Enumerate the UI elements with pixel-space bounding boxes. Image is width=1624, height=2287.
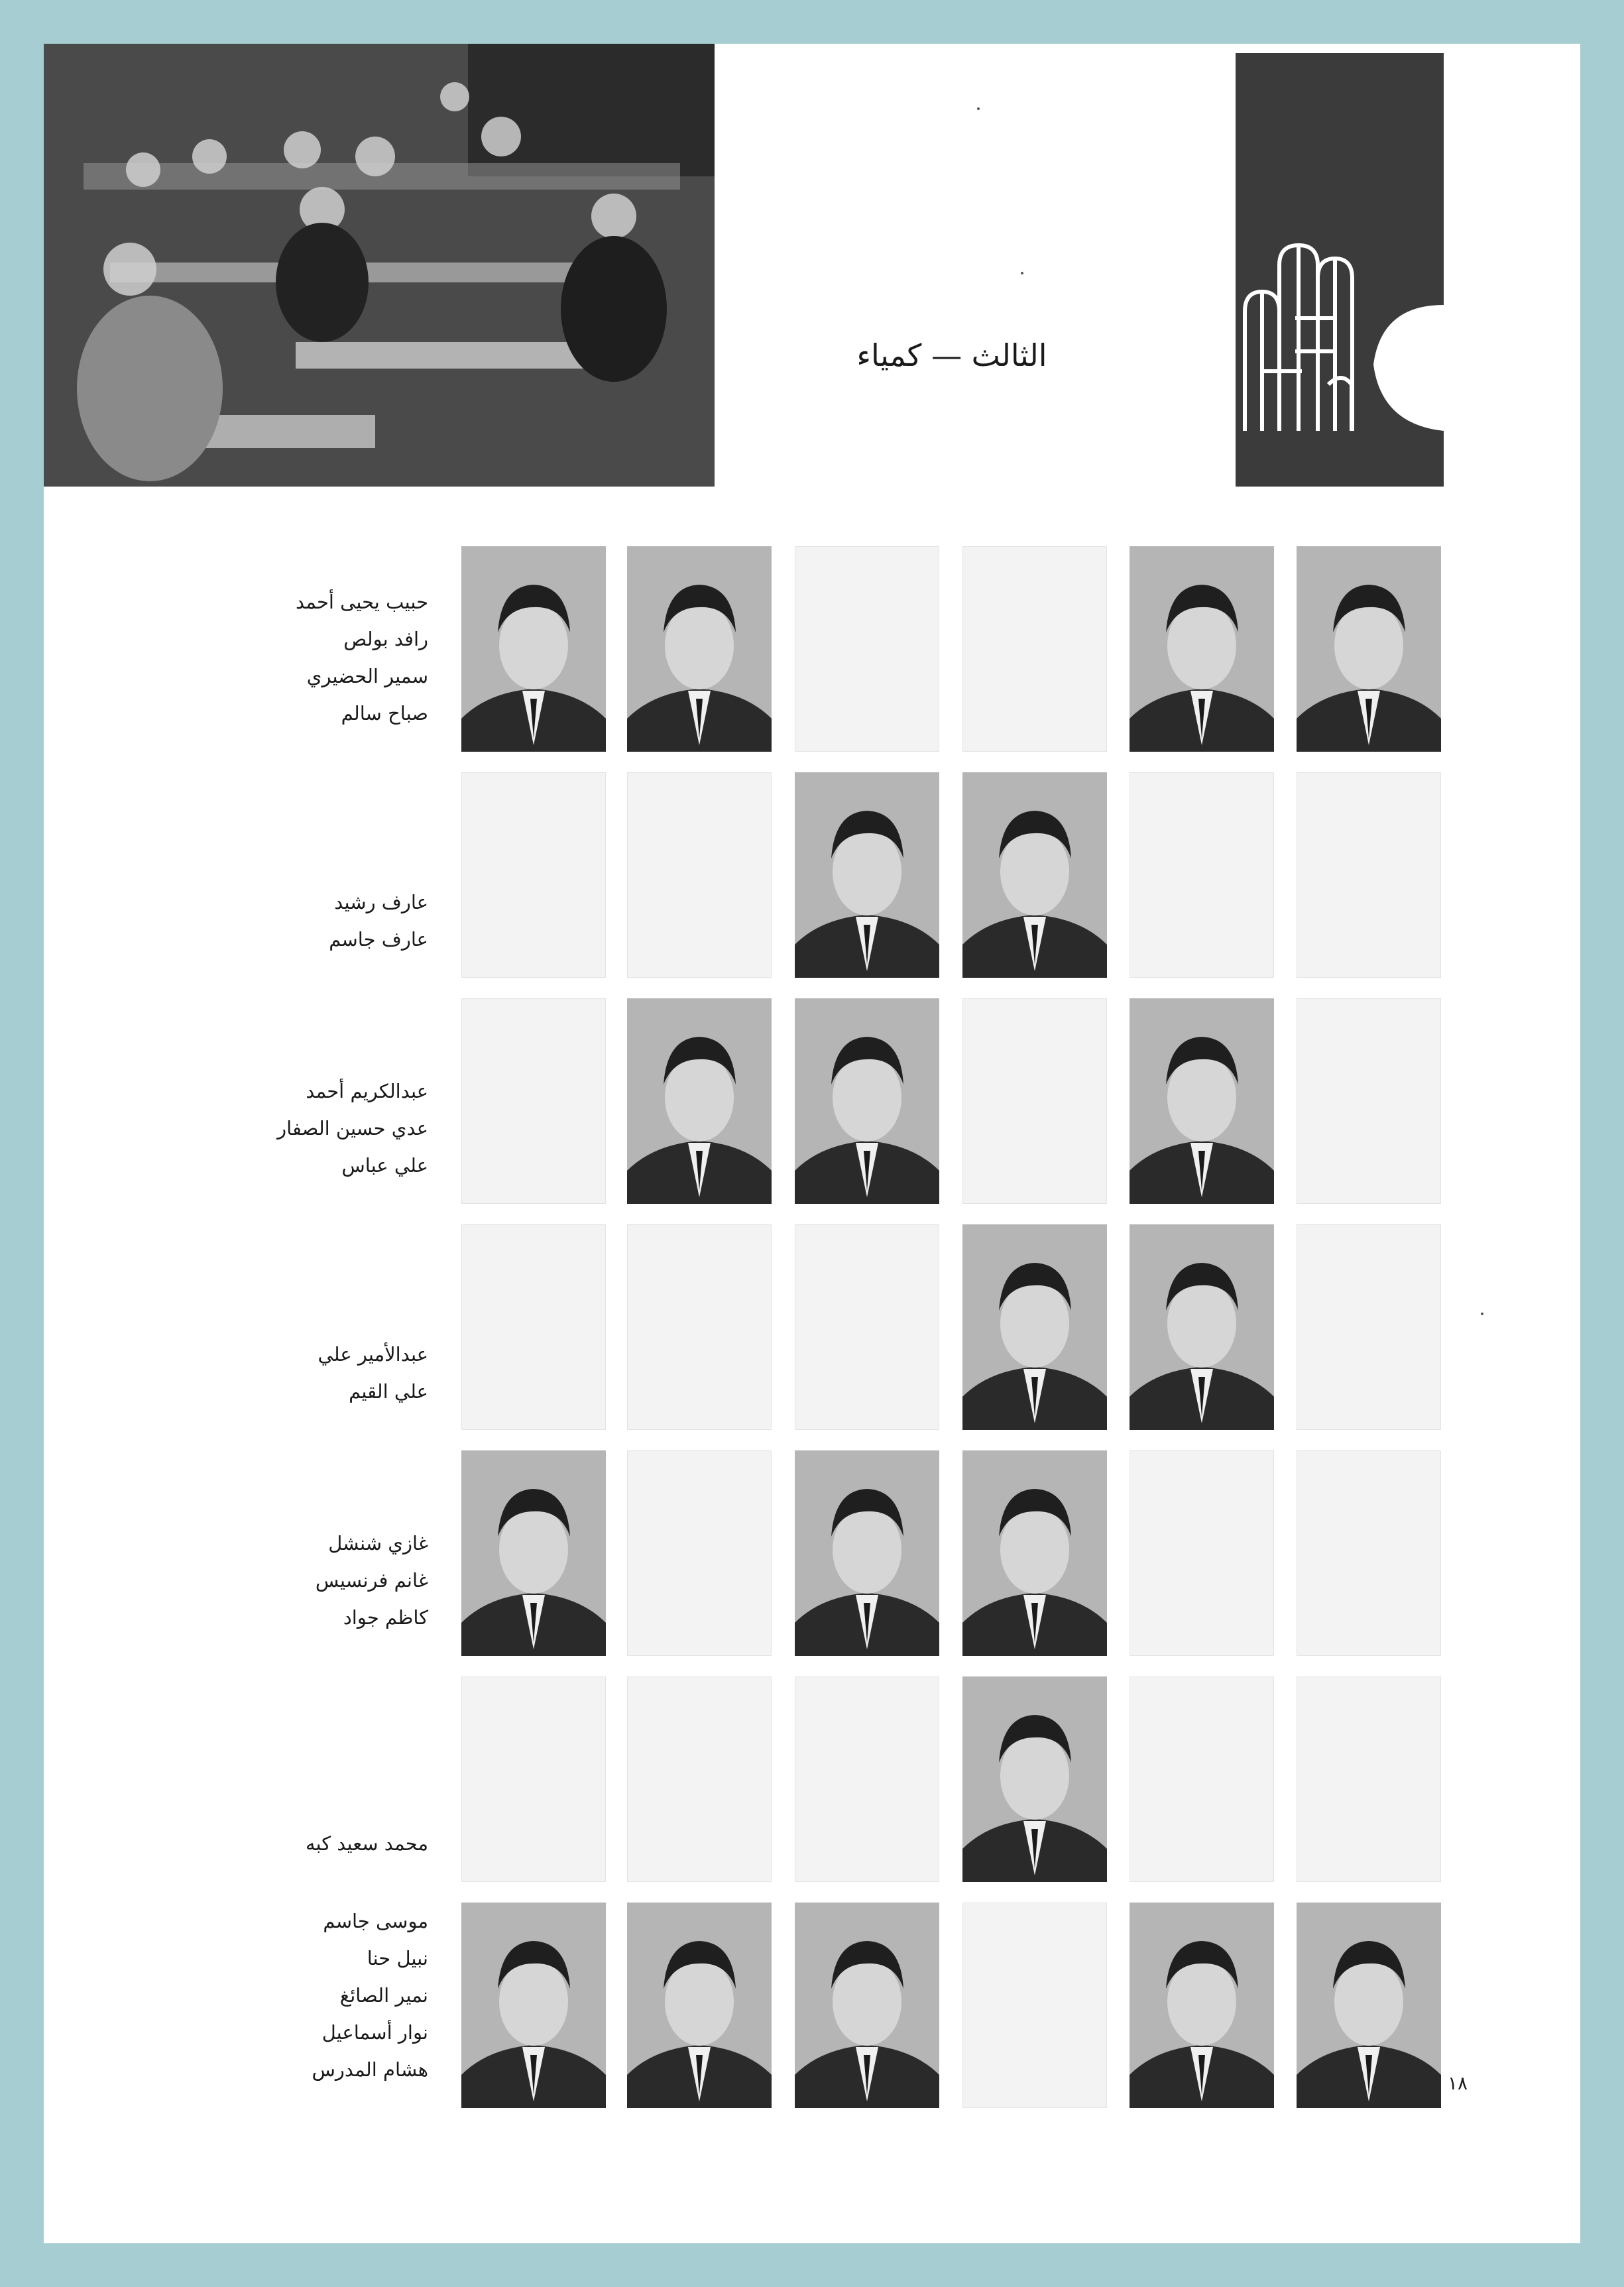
student-names [176,1336,428,1410]
empty-portrait-slot [795,1676,939,1882]
student-name: سمير الحضيري [306,665,428,687]
empty-portrait-slot [962,1903,1107,2108]
student-portrait [461,546,606,752]
student-name: صباح سالم [341,702,428,725]
empty-portrait-slot [962,546,1107,752]
student-name: غانم فرنسيس [315,1569,428,1592]
student-portrait [461,1450,606,1656]
student-names [176,1903,428,2088]
student-name: عبدالكريم أحمد [306,1080,428,1102]
empty-portrait-slot [627,772,772,978]
student-portrait [1130,998,1274,1204]
student-name: نمير الصائغ [339,1984,428,2007]
speck [1481,1313,1483,1315]
student-names [176,583,428,732]
student-name: رافد بولص [343,628,428,650]
empty-portrait-slot [1297,1676,1441,1882]
page-title: الثالث — كمياء [856,337,1047,373]
student-portrait [795,1450,939,1656]
student-portrait [1130,1224,1274,1430]
student-name: نبيل حنا [367,1947,428,1969]
student-names [176,1525,428,1636]
student-name: عارف رشيد [334,891,428,913]
empty-portrait-slot [795,546,939,752]
student-portrait [795,1903,939,2108]
student-portrait [461,1903,606,2108]
student-name: هشام المدرس [312,2058,428,2081]
classroom-photo [44,44,715,487]
speck [977,107,980,110]
empty-portrait-slot [627,1224,772,1430]
student-name: عدي حسين الصفار [277,1117,428,1140]
empty-portrait-slot [1297,772,1441,978]
student-portrait [962,772,1107,978]
student-name: موسى جاسم [323,1910,428,1932]
empty-portrait-slot [461,1676,606,1882]
page-number: ١٨ [1448,2072,1468,2094]
student-name: كاظم جواد [343,1606,428,1629]
student-portrait [962,1224,1107,1430]
student-name: علي القيم [349,1380,428,1403]
student-name: غازي شنشل [328,1532,428,1554]
student-portrait [962,1450,1107,1656]
student-portrait [795,772,939,978]
empty-portrait-slot [1130,772,1274,978]
student-name: عبدالأمير علي [318,1343,428,1366]
empty-portrait-slot [461,1224,606,1430]
empty-portrait-slot [962,998,1107,1204]
empty-portrait-slot [627,1450,772,1656]
student-name: علي عباس [341,1154,428,1177]
empty-portrait-slot [627,1676,772,1882]
student-portrait [1130,546,1274,752]
student-portrait [962,1676,1107,1882]
student-names [176,884,428,958]
empty-portrait-slot [1297,1450,1441,1656]
student-name: محمد سعيد كبه [305,1832,428,1855]
empty-portrait-slot [1297,998,1441,1204]
student-portrait [627,1903,772,2108]
speck [1021,272,1023,274]
empty-portrait-slot [1130,1450,1274,1656]
empty-portrait-slot [1130,1676,1274,1882]
student-portrait [627,546,772,752]
student-names [176,1073,428,1184]
student-portrait [795,998,939,1204]
student-portrait [1297,546,1441,752]
empty-portrait-slot [461,772,606,978]
student-name: حبيب يحيى أحمد [295,591,428,613]
empty-portrait-slot [461,998,606,1204]
empty-portrait-slot [1297,1224,1441,1430]
student-names [176,1825,428,1862]
student-portrait [1297,1903,1441,2108]
empty-portrait-slot [795,1224,939,1430]
student-portrait [1130,1903,1274,2108]
student-name: نوار أسماعيل [321,2021,428,2044]
arches-emblem [1236,53,1444,487]
student-name: عارف جاسم [329,928,428,951]
yearbook-page [44,44,1580,2243]
student-portrait [627,998,772,1204]
